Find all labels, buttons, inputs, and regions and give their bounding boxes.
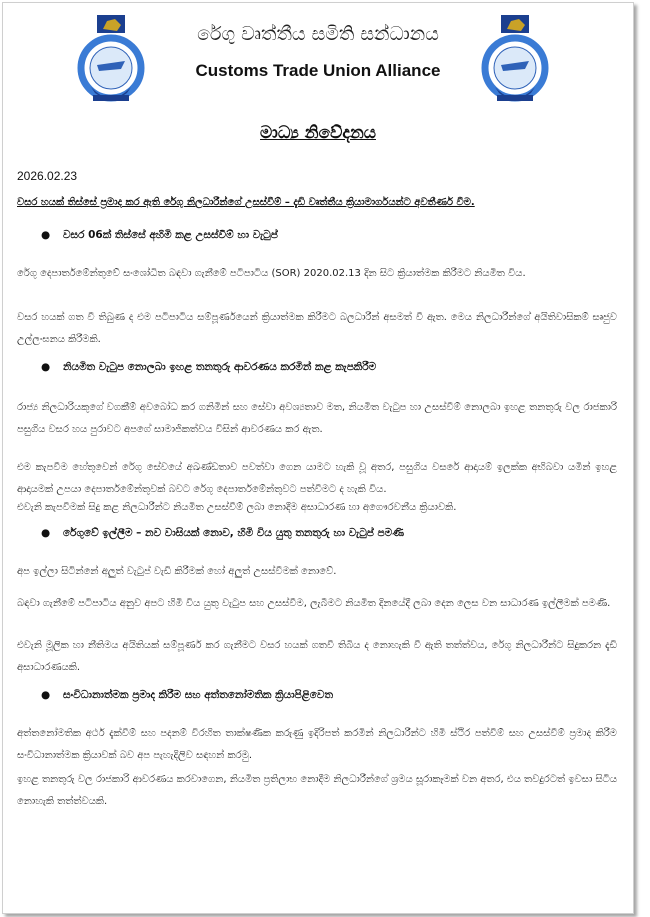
paragraph: එම කැපවීම හේතුවෙන් රේගු සේවයේ අඛණ්ඩතාව පවත්වා ගෙන යාමට හැකි වූ අතර, පසුගිය වසරේ ආදායම් ඉලක්ක අභිබවා යමින් ඉහළ ආදායමක් උපයා දෙපාර්තමේන්තුවක් බවට රේගු දෙපාර්තමේන්තුවට පත්වීමට ද හැකි විය. xyxy=(17,462,617,495)
header-title-english: Customs Trade Union Alliance xyxy=(195,61,441,80)
bullet-icon: ● xyxy=(41,689,51,701)
section-heading: ● සංවිධානාත්මක ප්‍රමාද කිරීම සහ අත්තනෝමතික ක්‍රියාපිළිවෙත xyxy=(41,689,333,701)
document-page xyxy=(2,2,634,914)
section-heading: ● වසර 06ක් තිස්සේ අහිමි කළ උසස්වීම් හා වැටුප් xyxy=(41,229,278,241)
paragraph: එවැනි මූලික හා නීතිමය අයිතියක් සම්පූර්ණ කර ගැනීමට වසර හයක් ගතවී තිබිය ද නොහැකි වී ඇති තත්ත්වය, රේගු නිලධාරීන්ට සිදුකරන දැඩි අසාධාරණයකි. xyxy=(17,640,617,673)
paragraph: රාජ්‍ය නිලධාරියකුගේ වගකීම් අවබෝධ කර ගනිමින් සහ සේවා අවශ්‍යතාව මත, නියමිත වැටුප හා උසස්වීම් නොලබා ඉහළ තනතුරු වල රාජකාරි පසුගිය වසර හය පුරාවට අපගේ සාමාජිකත්වය විසින් ආවරණය කර ඇත. xyxy=(17,402,617,435)
paragraph: ඉහළ තනතුරු වල රාජකාරි ආවරණය කරවාගෙන, නියමිත ප්‍රතිලාභ නොදීම නිලධාරීන්ගේ ශ්‍රමය සූරාකෑමක් වන අතර, එය තවදුරටත් ඉවසා සිටිය නොහැකි තත්ත්වයකි. xyxy=(17,774,618,807)
bullet-icon: ● xyxy=(41,361,51,373)
document-title: මාධ්‍ය නිවේදනය xyxy=(260,123,376,143)
bullet-icon: ● xyxy=(41,229,51,241)
header-title-sinhala: රේගු වෘත්තීය සමිති සන්ධානය xyxy=(197,23,439,45)
section-heading: ● නියමිත වැටුප නොලබා ඉහළ තනතුරු ආවරණය කරමින් කළ කැපකිරීම xyxy=(41,361,377,373)
document-date: 2026.02.23 xyxy=(17,169,78,183)
paragraph: බඳවා ගැනීමේ පටිපාටිය අනුව අපට හිමි විය යුතු වැටුප සහ උසස්වීම, ලැබීමට නියමිත දිනයේදී ලබා දෙන ලෙස වන සාධාරණ ඉල්ලීමක් පමණි. xyxy=(17,598,611,609)
paragraph: වසර හයක් ගත වී තිබුණ ද එම පටිපාටිය සම්පූර්ණයෙන් ක්‍රියාත්මක කිරීමට බලධාරීන් අසමත් වී ඇත. මෙය නිලධාරීන්ගේ අයිතිවාසිකම් සෘජුව උල්ලංඝනය කිරීමකි. xyxy=(17,312,617,345)
paragraph: අප ඉල්ලා සිටින්නේ අලුත් වැටුප් වැඩි කිරීමක් හෝ අලුත් උසස්වීමක් නොවේ. xyxy=(17,566,337,577)
paragraph: රේගු දෙපාර්තමේන්තුවේ සංශෝධිත බඳවා ගැනීමේ පටිපාටිය (SOR) 2020.02.13 දින සිට ක්‍රියාත්මක කිරීමට නියමිත විය. xyxy=(17,268,526,279)
paragraph: අත්තනෝමතික අර්ථ දැක්වීම් සහ පදනම් විරහිත තාක්ෂණික කරුණු ඉදිරිපත් කරමින් නිලධාරීන්ට හිමි ස්ථිර පත්වීම් සහ උසස්වීම් ප්‍රමාද කිරීම සංවිධානාත්මක ක්‍රියාවක් බව අප පැහැදිලිව සඳහන් කරමු. xyxy=(17,728,617,761)
union-emblem-right xyxy=(481,13,549,113)
union-emblem-left xyxy=(77,13,145,113)
document-headline: වසර හයක් තිස්සේ ප්‍රමාද කර ඇති රේගු නිලධාරීන්ගේ උසස්වීම් – දැඩි වෘත්තීය ක්‍රියාමාර්ගයන්ට අවතීර්ණ වීම. xyxy=(17,197,475,208)
section-heading: ● රේගුවේ ඉල්ලීම – නව වාසියක් නොව, හිමි විය යුතු තනතුරු හා වැටුප් පමණි xyxy=(41,527,404,539)
paragraph: එවැනි කැපවීමක් සිදු කළ නිලධාරීන්ට නියමිත උසස්වීම් ලබා නොදීම අසාධාරණ හා අගෞරවනීය ක්‍රියාවකි. xyxy=(17,502,457,513)
bullet-icon: ● xyxy=(41,527,51,539)
